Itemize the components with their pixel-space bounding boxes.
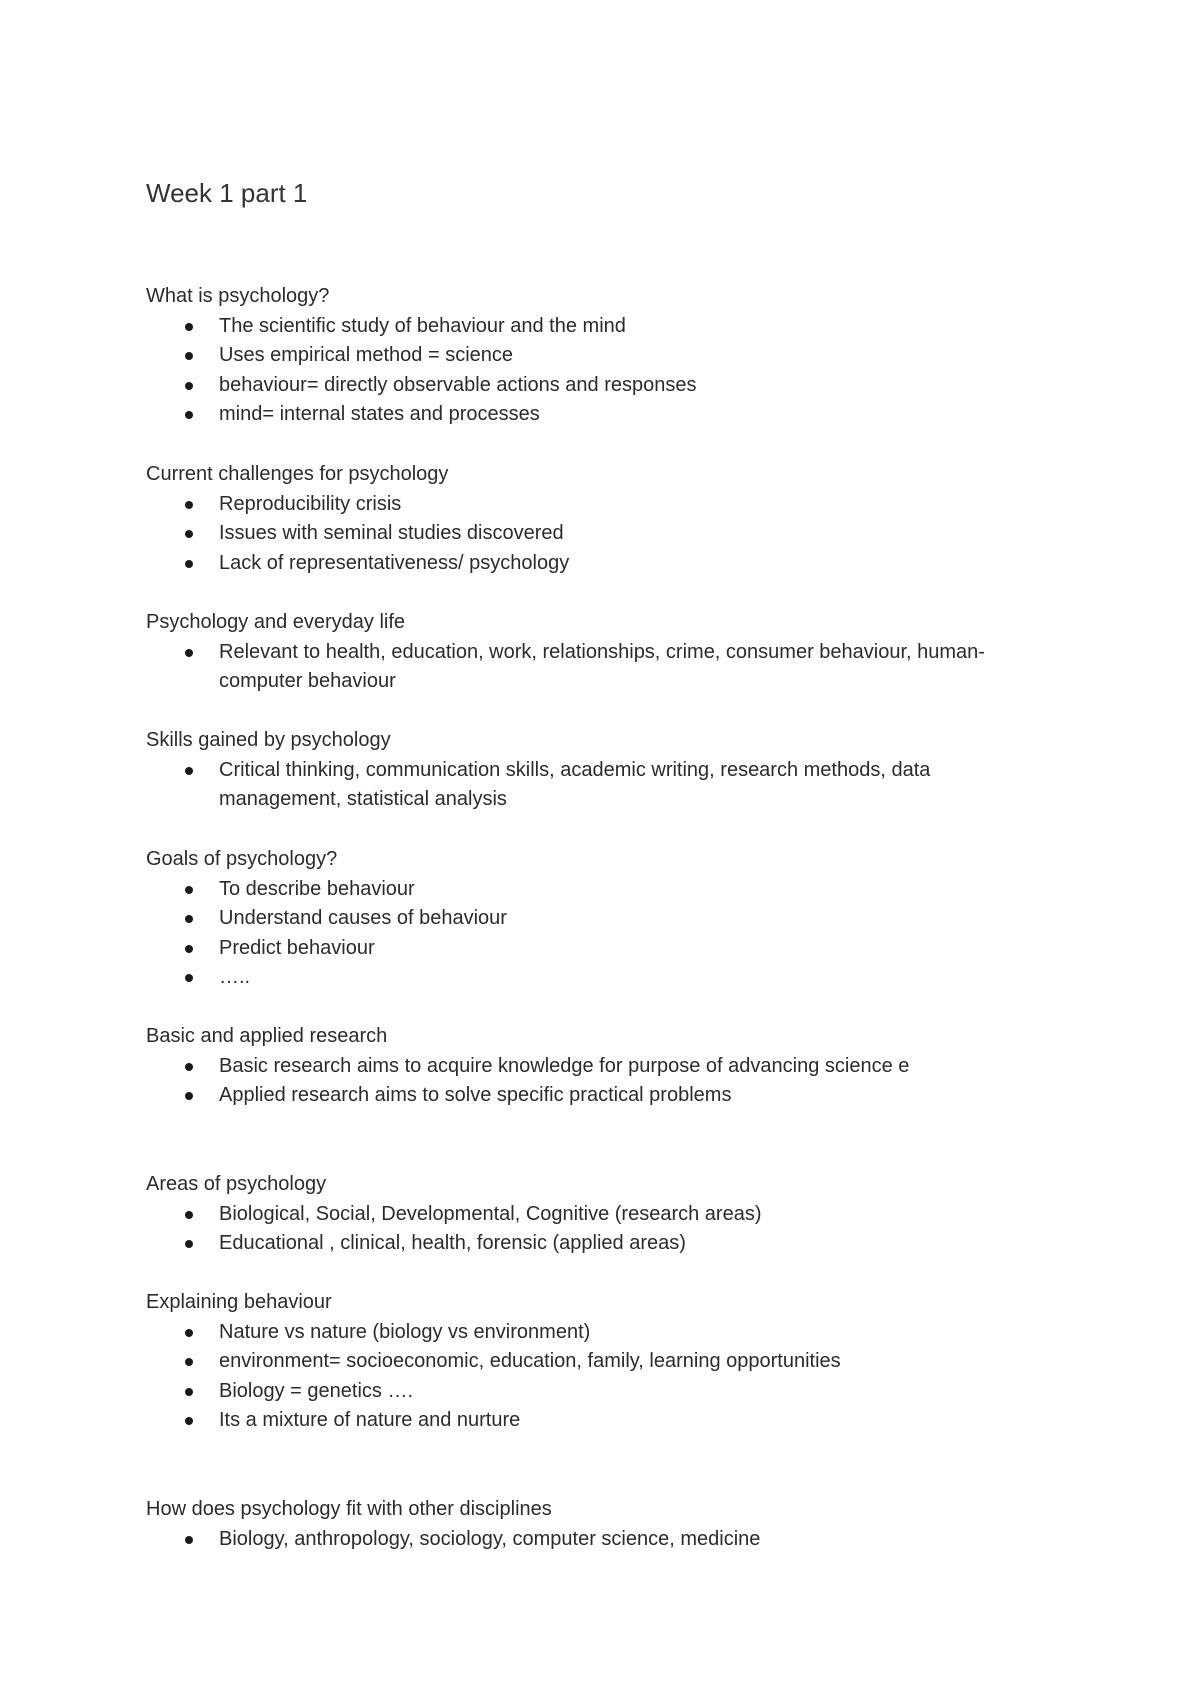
list-item [146, 341, 1046, 371]
bullet-icon [185, 915, 193, 923]
list-item [146, 371, 1046, 401]
bullet-icon [185, 1358, 193, 1366]
section-heading: Basic and applied research [146, 1025, 388, 1047]
section-explaining-behaviour [146, 1288, 1046, 1436]
list-item-text: Relevant to health, education, work, relationships, crime, consumer behaviour, human- computer behaviour [219, 640, 985, 692]
bullet-icon [185, 530, 193, 538]
bullet-list [146, 1200, 1046, 1259]
list-item [146, 400, 1046, 430]
list-item [146, 756, 1046, 815]
section-basic-applied-research [146, 1022, 1046, 1111]
bullet-icon [185, 1092, 193, 1100]
list-item [146, 1318, 1046, 1348]
bullet-icon [185, 352, 193, 360]
list-item-text: Issues with seminal studies discovered [219, 522, 564, 544]
bullet-list [146, 875, 1046, 993]
section-heading: What is psychology? [146, 285, 330, 307]
bullet-icon [185, 1388, 193, 1396]
section-areas [146, 1170, 1046, 1259]
list-item-text: Biology, anthropology, sociology, computer science, medicine [219, 1527, 761, 1550]
list-item [146, 963, 1046, 993]
bullet-icon [185, 560, 193, 568]
bullet-icon [185, 945, 193, 953]
list-item [146, 549, 1046, 579]
bullet-icon [185, 1417, 193, 1425]
list-item [146, 875, 1046, 905]
list-item-text: Nature vs nature (biology vs environment) [219, 1320, 591, 1343]
list-item-text: Understand causes of behaviour [219, 907, 507, 929]
bullet-list [146, 1318, 1046, 1436]
section-heading: How does psychology fit with other disciplines [146, 1498, 552, 1520]
section-heading: Psychology and everyday life [146, 611, 406, 633]
bullet-icon [185, 1211, 193, 1219]
list-item-text: Reproducibility crisis [219, 492, 402, 515]
section-current-challenges [146, 460, 1046, 578]
bullet-list [146, 1052, 1046, 1111]
list-item [146, 934, 1046, 964]
bullet-icon [185, 886, 193, 894]
section-heading: Areas of psychology [146, 1173, 327, 1195]
list-item-text: Applied research aims to solve specific practical problems [219, 1084, 732, 1106]
list-item [146, 638, 1046, 697]
bullet-icon [185, 1063, 193, 1071]
section-heading: Goals of psychology? [146, 848, 338, 870]
list-item-text: Lack of representativeness/ psychology [219, 551, 570, 574]
list-item-text: mind= internal states and processes [219, 403, 540, 425]
list-item [146, 1200, 1046, 1230]
list-item [146, 1406, 1046, 1436]
list-item-text: Biological, Social, Developmental, Cognitive (research areas) [219, 1202, 762, 1225]
section-heading: Explaining behaviour [146, 1291, 332, 1313]
list-item-text: Educational , clinical, health, forensic (applied areas) [219, 1232, 686, 1254]
section-heading: Current challenges for psychology [146, 463, 449, 485]
bullet-icon [185, 649, 193, 657]
list-item-text: Biology = genetics …. [219, 1379, 413, 1402]
list-item-text: Uses empirical method = science [219, 344, 514, 366]
list-item-text: To describe behaviour [219, 877, 415, 900]
bullet-list [146, 756, 1046, 815]
document-title: Week 1 part 1 [146, 178, 308, 208]
list-item [146, 490, 1046, 520]
list-item [146, 1052, 1046, 1082]
list-item-text: Predict behaviour [219, 936, 375, 959]
list-item-text: environment= socioeconomic, education, family, learning opportunities [219, 1350, 841, 1372]
bullet-icon [185, 1240, 193, 1248]
list-item [146, 904, 1046, 934]
list-item-text: Basic research aims to acquire knowledge for purpose of advancing science e [219, 1054, 910, 1077]
bullet-icon [185, 974, 193, 982]
bullet-icon [185, 501, 193, 509]
bullet-list [146, 312, 1046, 430]
bullet-list [146, 638, 1046, 697]
list-item [146, 312, 1046, 342]
bullet-icon [185, 767, 193, 775]
list-item-text: Critical thinking, communication skills, academic writing, research methods, data management, statistical analysis [219, 758, 931, 810]
bullet-icon [185, 411, 193, 419]
list-item [146, 519, 1046, 549]
bullet-list [146, 490, 1046, 579]
list-item-text: The scientific study of behaviour and the mind [219, 314, 626, 337]
list-item-text: Its a mixture of nature and nurture [219, 1409, 521, 1431]
list-item [146, 1377, 1046, 1407]
bullet-icon [185, 323, 193, 331]
list-item [146, 1081, 1046, 1111]
list-item [146, 1347, 1046, 1377]
section-everyday-life [146, 608, 1046, 697]
bullet-icon [185, 382, 193, 390]
bullet-list [146, 1525, 1046, 1555]
section-goals [146, 845, 1046, 993]
bullet-icon [185, 1536, 193, 1544]
list-item-text: ….. [219, 966, 251, 988]
list-item-text: behaviour= directly observable actions and responses [219, 373, 697, 396]
list-item [146, 1525, 1046, 1555]
bullet-icon [185, 1329, 193, 1337]
section-skills-gained [146, 726, 1046, 815]
section-what-is-psychology [146, 282, 1046, 430]
section-other-disciplines [146, 1495, 1046, 1554]
list-item [146, 1229, 1046, 1259]
section-heading: Skills gained by psychology [146, 729, 391, 751]
